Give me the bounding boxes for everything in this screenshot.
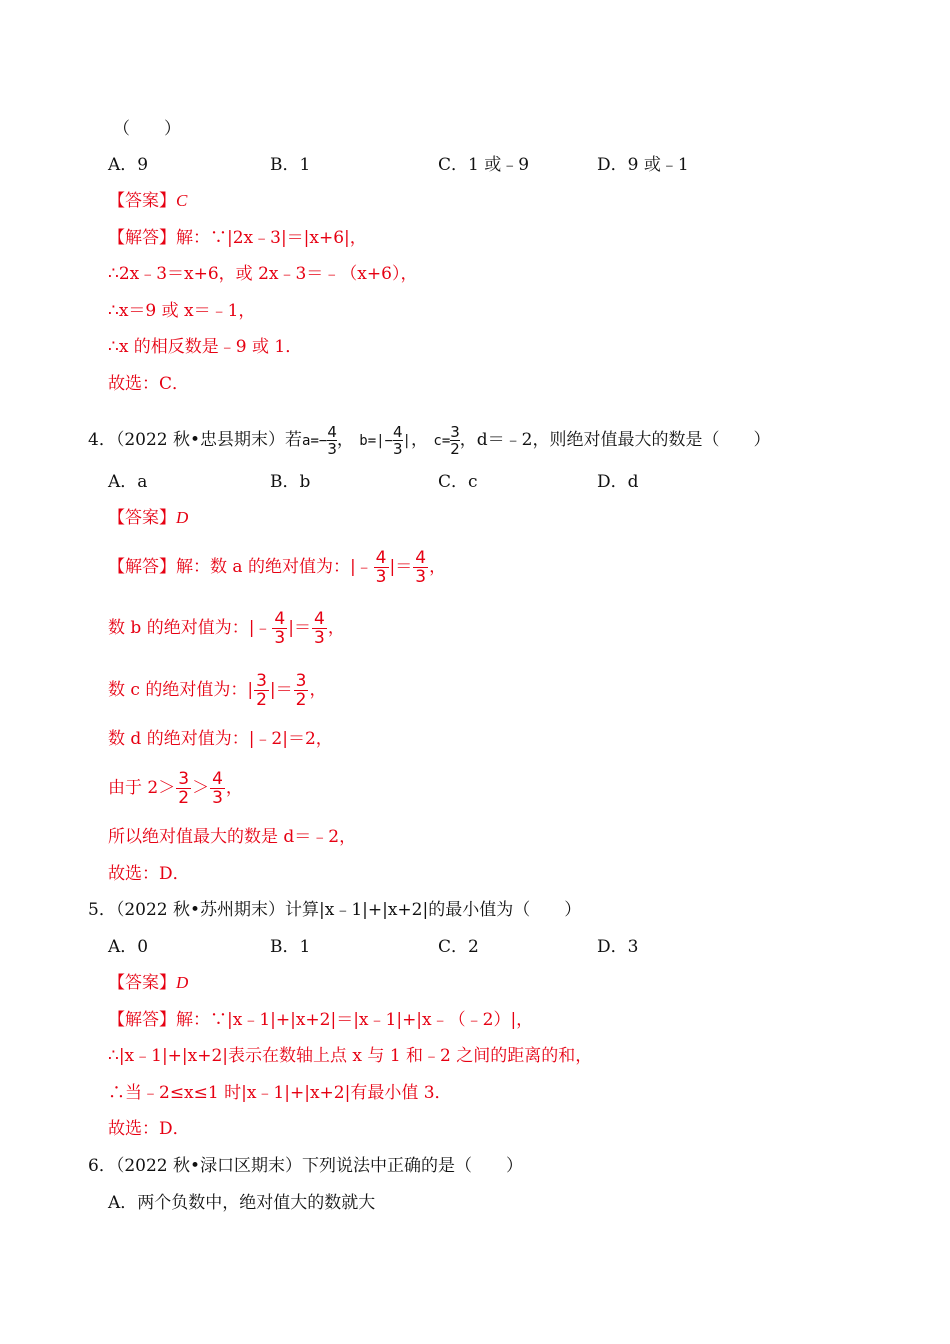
solution-text: 解：∵|2x﹣3|＝|x+6|， (176, 228, 367, 248)
fraction-4-3: $\frac{4}{3}$ (212, 769, 223, 808)
q4-option-a: A．a (108, 472, 148, 492)
q3-solution-line-4: ∴x 的相反数是﹣9 或 1． (108, 337, 303, 357)
question-number: 4． (88, 430, 116, 450)
q5-answer (108, 972, 188, 994)
answer-value: D (176, 973, 189, 992)
q4-option-d: D．d (597, 472, 639, 492)
q5-solution-line-4: 故选：D． (108, 1119, 190, 1139)
q4-solution-line-7: 故选：D． (108, 864, 190, 884)
q6-stem: 6．（2022 秋•渌口区期末）下列说法中正确的是（ ） (88, 1156, 524, 1176)
q4-stem: 4．（2022 秋•忠县期末）若a=− $\frac{4}{3}$ ， b=|− $\frac{4}{3}$ |， c= $\frac{3}{2}$ ，d＝﹣2，则绝对值最大的数是（ ） (88, 423, 771, 458)
fraction-4-3: $\frac{4}{3}$ (393, 423, 403, 458)
fraction-4-3: $\frac{4}{3}$ (274, 609, 286, 648)
a-definition: a=− (302, 433, 328, 449)
q5-stem: 5．（2022 秋•苏州期末）计算|x﹣1|+|x+2|的最小值为（ ） (88, 900, 582, 920)
q4-option-b: B．b (270, 472, 311, 492)
q5-option-d: D．3 (597, 937, 639, 957)
q3-option-a: A．9 (108, 155, 149, 175)
fraction-4-3: $\frac{4}{3}$ (313, 609, 325, 648)
solution-text: 解：∵|x﹣1|+|x+2|＝|x﹣1|+|x﹣（﹣2）|， (176, 1010, 534, 1030)
q6-option-a: A．两个负数中，绝对值大的数就大 (108, 1193, 376, 1213)
b-definition: b=|− (359, 433, 393, 449)
q3-answer (108, 190, 187, 212)
fraction-4-3: $\frac{4}{3}$ (375, 548, 387, 587)
fraction-4-3: $\frac{4}{3}$ (415, 548, 427, 587)
q3-solution-line-2: ∴2x﹣3＝x+6，或 2x﹣3＝﹣（x+6）， (108, 264, 418, 284)
answer-value: C (176, 191, 188, 210)
fraction-3-2: $\frac{3}{2}$ (295, 671, 307, 710)
q5-option-c: C．2 (438, 937, 479, 957)
fraction-3-2: $\frac{3}{2}$ (178, 769, 190, 808)
q4-solution-line-2: 数 b 的绝对值为：|﹣ $\frac{4}{3}$ |＝ $\frac{4}{3}$ ， (108, 609, 345, 648)
q5-solution-line-2: ∴|x﹣1|+|x+2|表示在数轴上点 x 与 1 和﹣2 之间的距离的和， (108, 1046, 593, 1066)
q4-solution-line-5: 由于 2＞ $\frac{3}{2}$ ＞ $\frac{4}{3}$ ， (108, 769, 243, 808)
question-source: （2022 秋•忠县期末）若 (115, 430, 303, 450)
q4-option-c: C．c (438, 472, 478, 492)
fraction-4-3: $\frac{4}{3}$ (327, 423, 337, 458)
solution-label: 【解答】 (108, 228, 176, 248)
solution-label: 【解答】 (108, 1010, 176, 1030)
q3-solution-line-3: ∴x＝9 或 x＝﹣1， (108, 301, 256, 321)
q5-solution-line-3: ∴当﹣2≤x≤1 时|x﹣1|+|x+2|有最小值 3． (108, 1083, 452, 1103)
q4-solution-line-1: 【解答】解：数 a 的绝对值为：|﹣ $\frac{4}{3}$ |＝ $\frac{4}{3}$ ， (108, 548, 447, 587)
q4-solution-line-6: 所以绝对值最大的数是 d＝﹣2， (108, 827, 357, 847)
solution-label: 【解答】 (108, 557, 176, 577)
q5-option-b: B．1 (270, 937, 311, 957)
answer-label: 【答案】 (108, 191, 176, 211)
q4-solution-line-3: 数 c 的绝对值为：| $\frac{3}{2}$ |＝ $\frac{3}{2}$ ， (108, 671, 327, 710)
fraction-3-2: $\frac{3}{2}$ (450, 423, 460, 458)
q3-option-b: B．1 (270, 155, 311, 175)
q5-solution-line-1 (108, 1009, 533, 1031)
question-tail: ，d＝﹣2，则绝对值最大的数是（ ） (459, 430, 771, 450)
q3-option-d: D．9 或﹣1 (597, 155, 689, 175)
q3-solution-line-1 (108, 227, 367, 249)
answer-label: 【答案】 (108, 973, 176, 993)
answer-value: D (176, 508, 189, 527)
answer-label: 【答案】 (108, 508, 176, 528)
c-definition: c= (433, 433, 451, 449)
fraction-3-2: $\frac{3}{2}$ (256, 671, 267, 710)
q4-answer (108, 507, 188, 529)
q4-solution-line-4: 数 d 的绝对值为：|﹣2|＝2， (108, 729, 333, 749)
q5-option-a: A．0 (108, 937, 149, 957)
q3-solution-line-5: 故选：C． (108, 374, 190, 394)
q3-option-c: C．1 或﹣9 (438, 155, 530, 175)
answer-parentheses: （ ） (113, 119, 181, 139)
